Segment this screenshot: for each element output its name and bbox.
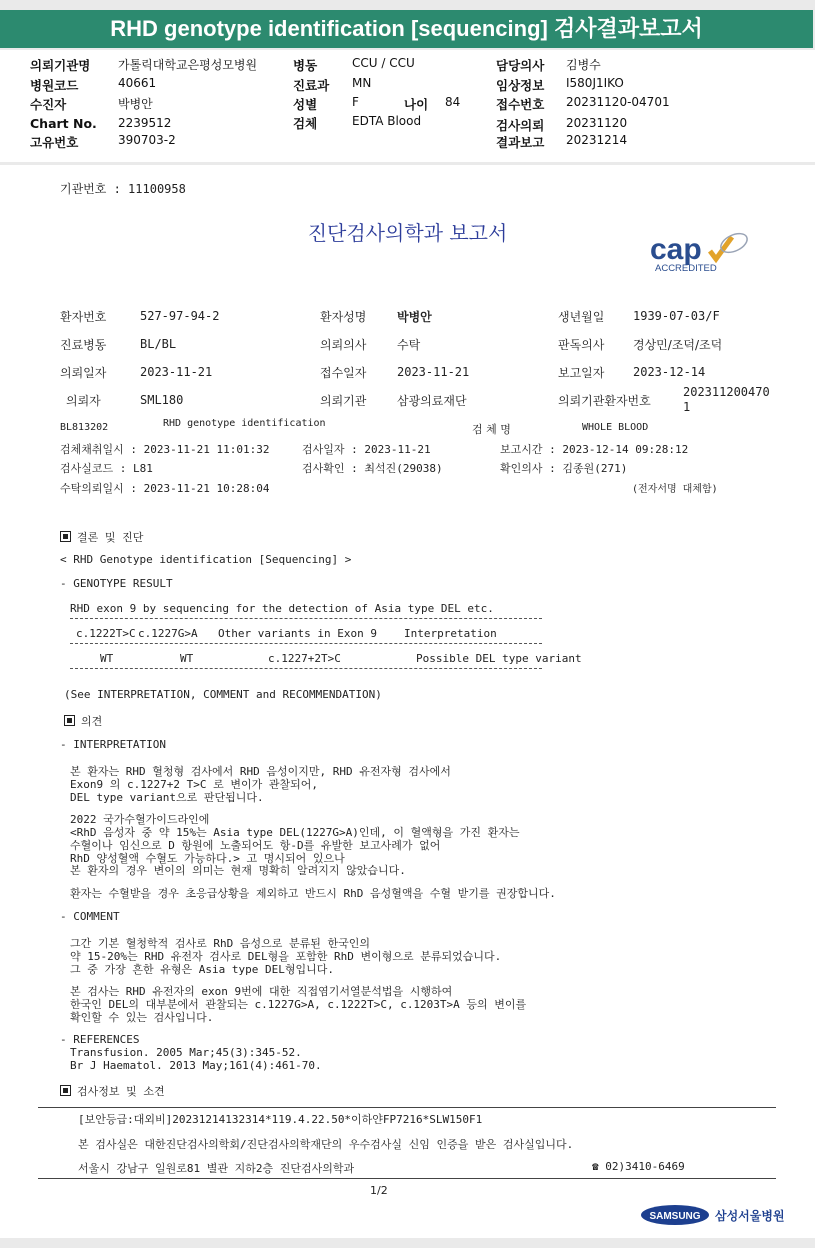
header-value: I580J1IKO [566, 76, 624, 90]
svg-text:SAMSUNG: SAMSUNG [649, 1211, 701, 1222]
esign-note: (전자서명 대체함) [632, 484, 718, 495]
test-name: RHD genotype identification [163, 418, 326, 429]
header-value: 390703-2 [118, 133, 176, 147]
test-date: 검사일자 : 2023-11-21 [302, 443, 431, 456]
specimen-label: 검 체 명 [472, 423, 511, 436]
comment-line: 확인할 수 있는 검사입니다. [70, 1011, 214, 1024]
header-value: 20231214 [566, 133, 628, 147]
patient-label: 의뢰자 [66, 394, 101, 408]
square-bullet-icon [60, 1085, 71, 1096]
header-value: 가톨릭대학교은평성모병원 [118, 58, 258, 72]
reference-line: Br J Haematol. 2013 May;161(4):461-70. [70, 1059, 322, 1072]
header-value: EDTA Blood [352, 114, 422, 128]
header-value: F [352, 95, 359, 109]
interpretation-line: 2022 국가수혈가이드라인에 [70, 813, 210, 826]
patient-value: 경상민/조덕/조덕 [633, 338, 723, 352]
report-sheet [0, 165, 815, 1238]
interpretation-line: 환자는 수혈받을 경우 초응급상황을 제외하고 반드시 RhD 음성혈액을 수혈 받기를 권장합니다. [70, 887, 556, 900]
subtitle: < RHD Genotype identification [Sequencing] > [60, 553, 352, 566]
patient-value: BL/BL [140, 337, 177, 351]
patient-value: SML180 [140, 393, 184, 407]
specimen-name: WHOLE BLOOD [582, 422, 649, 433]
section-test-info: 검사정보 및 소견 [60, 1083, 165, 1099]
header-value: 20231120-04701 [566, 95, 670, 109]
security-line: [보안등급:대외비]20231214132314*119.4.22.50*이하얀FP7216*SLW150F1 [78, 1113, 483, 1126]
square-bullet-icon [64, 715, 75, 726]
collect-datetime: 검체채취일시 : 2023-11-21 11:01:32 [60, 443, 270, 456]
divider [70, 643, 542, 644]
header-value: 김병수 [566, 58, 601, 72]
method-text: RHD exon 9 by sequencing for the detection of Asia type DEL etc. [70, 602, 494, 615]
patient-value: 202311200470 [683, 385, 770, 399]
samsung-hospital-logo [640, 1202, 790, 1230]
patient-label: 환자성명 [320, 310, 367, 324]
report-time: 보고시간 : 2023-12-14 09:28:12 [500, 443, 689, 456]
lab-phone: ☎ 02)3410-6469 [592, 1160, 685, 1173]
interpretation-line: 본 환자의 경우 변이의 의미는 현재 명확히 알려지지 않았습니다. [70, 864, 406, 877]
patient-value: 2023-11-21 [397, 365, 470, 379]
footer-divider [38, 1178, 776, 1179]
interpretation-line: 수혈이나 임신으로 D 항원에 노출되어도 항-D를 유발한 보고사례가 없어 [70, 839, 441, 852]
header-label: 접수번호 [496, 97, 545, 112]
table-cell: WT [180, 652, 194, 665]
patient-value: 527-97-94-2 [140, 309, 220, 323]
patient-label: 의뢰기관 [320, 394, 367, 408]
genotype-heading: - GENOTYPE RESULT [60, 577, 173, 590]
header-label: 담당의사 [496, 58, 545, 73]
patient-value: 2023-12-14 [633, 365, 706, 379]
patient-label: 의뢰일자 [60, 366, 107, 380]
header-label: Chart No. [30, 116, 97, 131]
interpretation-line: Exon9 의 c.1227+2 T>C 로 변이가 관찰되어, [70, 778, 318, 791]
header-value: 20231120 [566, 116, 628, 130]
patient-label: 의뢰기관환자번호 [558, 394, 651, 408]
header-label: 검사의뢰 [496, 118, 545, 133]
footer-divider [38, 1107, 776, 1108]
table-header: Other variants in Exon 9 [218, 627, 377, 640]
interpretation-line: DEL type variant으로 판단됩니다. [70, 791, 264, 804]
patient-value: 수탁 [397, 338, 421, 352]
section-result: 결론 및 진단 [60, 529, 143, 545]
patient-value: 삼광의료재단 [397, 394, 467, 408]
interpretation-line: RhD 양성혈액 수혈도 가능하다.> 고 명시되어 있으나 [70, 852, 345, 865]
test-code: BL813202 [60, 422, 109, 433]
header-label: 나이 [404, 97, 429, 112]
comment-line: 한국인 DEL의 대부분에서 관찰되는 c.1227G>A, c.1222T>C, c.1203T>A 등의 변이를 [70, 998, 527, 1011]
patient-label: 생년월일 [558, 310, 605, 324]
patient-name: 박병안 [397, 310, 432, 324]
section-opinion: 의견 [64, 713, 102, 729]
report-header [0, 50, 815, 162]
comment-heading: - COMMENT [60, 910, 120, 923]
test-confirm: 검사확인 : 최석진(29038) [302, 462, 443, 475]
svg-text:삼성서울병원: 삼성서울병원 [715, 1209, 785, 1223]
table-header: c.1227G>A [138, 627, 198, 640]
see-note: (See INTERPRETATION, COMMENT and RECOMMENDATION) [64, 688, 382, 701]
header-value: CCU / CCU [352, 56, 415, 70]
header-label: 병원코드 [30, 78, 79, 93]
patient-label: 환자번호 [60, 310, 107, 324]
page-number: 1/2 [370, 1184, 388, 1197]
header-value: 2239512 [118, 116, 172, 130]
header-value: 84 [445, 95, 461, 109]
patient-label: 접수일자 [320, 366, 367, 380]
header-value: MN [352, 76, 372, 90]
document-title: 진단검사의학과 보고서 [307, 221, 508, 245]
header-label: 검체 [293, 116, 318, 131]
header-label: 의뢰기관명 [30, 58, 91, 73]
patient-value: 1 [683, 400, 691, 414]
patient-label: 판독의사 [558, 338, 605, 352]
header-label: 고유번호 [30, 135, 79, 150]
header-label: 성별 [293, 97, 318, 112]
patient-label: 의뢰의사 [320, 338, 367, 352]
comment-line: 약 15-20%는 RHD 유전자 검사로 DEL형을 포함한 RhD 변이형으로 분류되었습니다. [70, 950, 502, 963]
table-cell: WT [100, 652, 114, 665]
square-bullet-icon [60, 531, 71, 542]
table-cell: c.1227+2T>C [268, 652, 341, 665]
comment-line: 그 중 가장 흔한 유형은 Asia type DEL형입니다. [70, 963, 334, 976]
references-heading: - REFERENCES [60, 1033, 140, 1046]
comment-line: 그간 기본 혈청학적 검사로 RhD 음성으로 분류된 한국인의 [70, 937, 370, 950]
lab-code: 검사실코드 : L81 [60, 462, 153, 475]
institution-number: 기관번호 : 11100958 [60, 182, 186, 196]
certification-line: 본 검사실은 대한진단검사의학회/진단검사의학재단의 우수검사실 신임 인증을 받은 검사실입니다. [78, 1138, 574, 1151]
header-label: 수진자 [30, 97, 67, 112]
reference-line: Transfusion. 2005 Mar;45(3):345-52. [70, 1046, 302, 1059]
confirm-doctor: 확인의사 : 김종원(271) [500, 462, 628, 475]
patient-value: 1939-07-03/F [633, 309, 720, 323]
header-label: 임상정보 [496, 78, 545, 93]
received-datetime: 수탁의뢰일시 : 2023-11-21 10:28:04 [60, 482, 270, 495]
table-header: c.1222T>C [76, 627, 136, 640]
header-label: 결과보고 [496, 135, 545, 150]
interpretation-line: <RhD 음성자 중 약 15%는 Asia type DEL(1227G>A)인데, 이 혈액형을 가진 환자는 [70, 826, 520, 839]
table-cell: Possible DEL type variant [416, 652, 582, 665]
interpretation-heading: - INTERPRETATION [60, 738, 166, 751]
cap-accredited-logo [648, 229, 758, 279]
header-value: 박병안 [118, 97, 153, 111]
interpretation-line: 본 환자는 RHD 혈청형 검사에서 RHD 음성이지만, RHD 유전자형 검사에서 [70, 765, 451, 778]
svg-text:ACCREDITED: ACCREDITED [655, 263, 717, 274]
divider [70, 668, 542, 669]
table-header: Interpretation [404, 627, 497, 640]
comment-line: 본 검사는 RHD 유전자의 exon 9번에 대한 직접염기서열분석법을 시행하여 [70, 985, 453, 998]
patient-label: 보고일자 [558, 366, 605, 380]
lab-address: 서울시 강남구 일원로81 별관 지하2층 진단검사의학과 [78, 1162, 355, 1175]
header-value: 40661 [118, 76, 157, 90]
header-label: 병동 [293, 58, 318, 73]
header-label: 진료과 [293, 78, 330, 93]
report-title: RHD genotype identification [sequencing] 검사결과보고서 [0, 10, 813, 48]
patient-label: 진료병동 [60, 338, 107, 352]
patient-value: 2023-11-21 [140, 365, 213, 379]
svg-text:cap: cap [650, 233, 702, 266]
divider [70, 618, 542, 619]
